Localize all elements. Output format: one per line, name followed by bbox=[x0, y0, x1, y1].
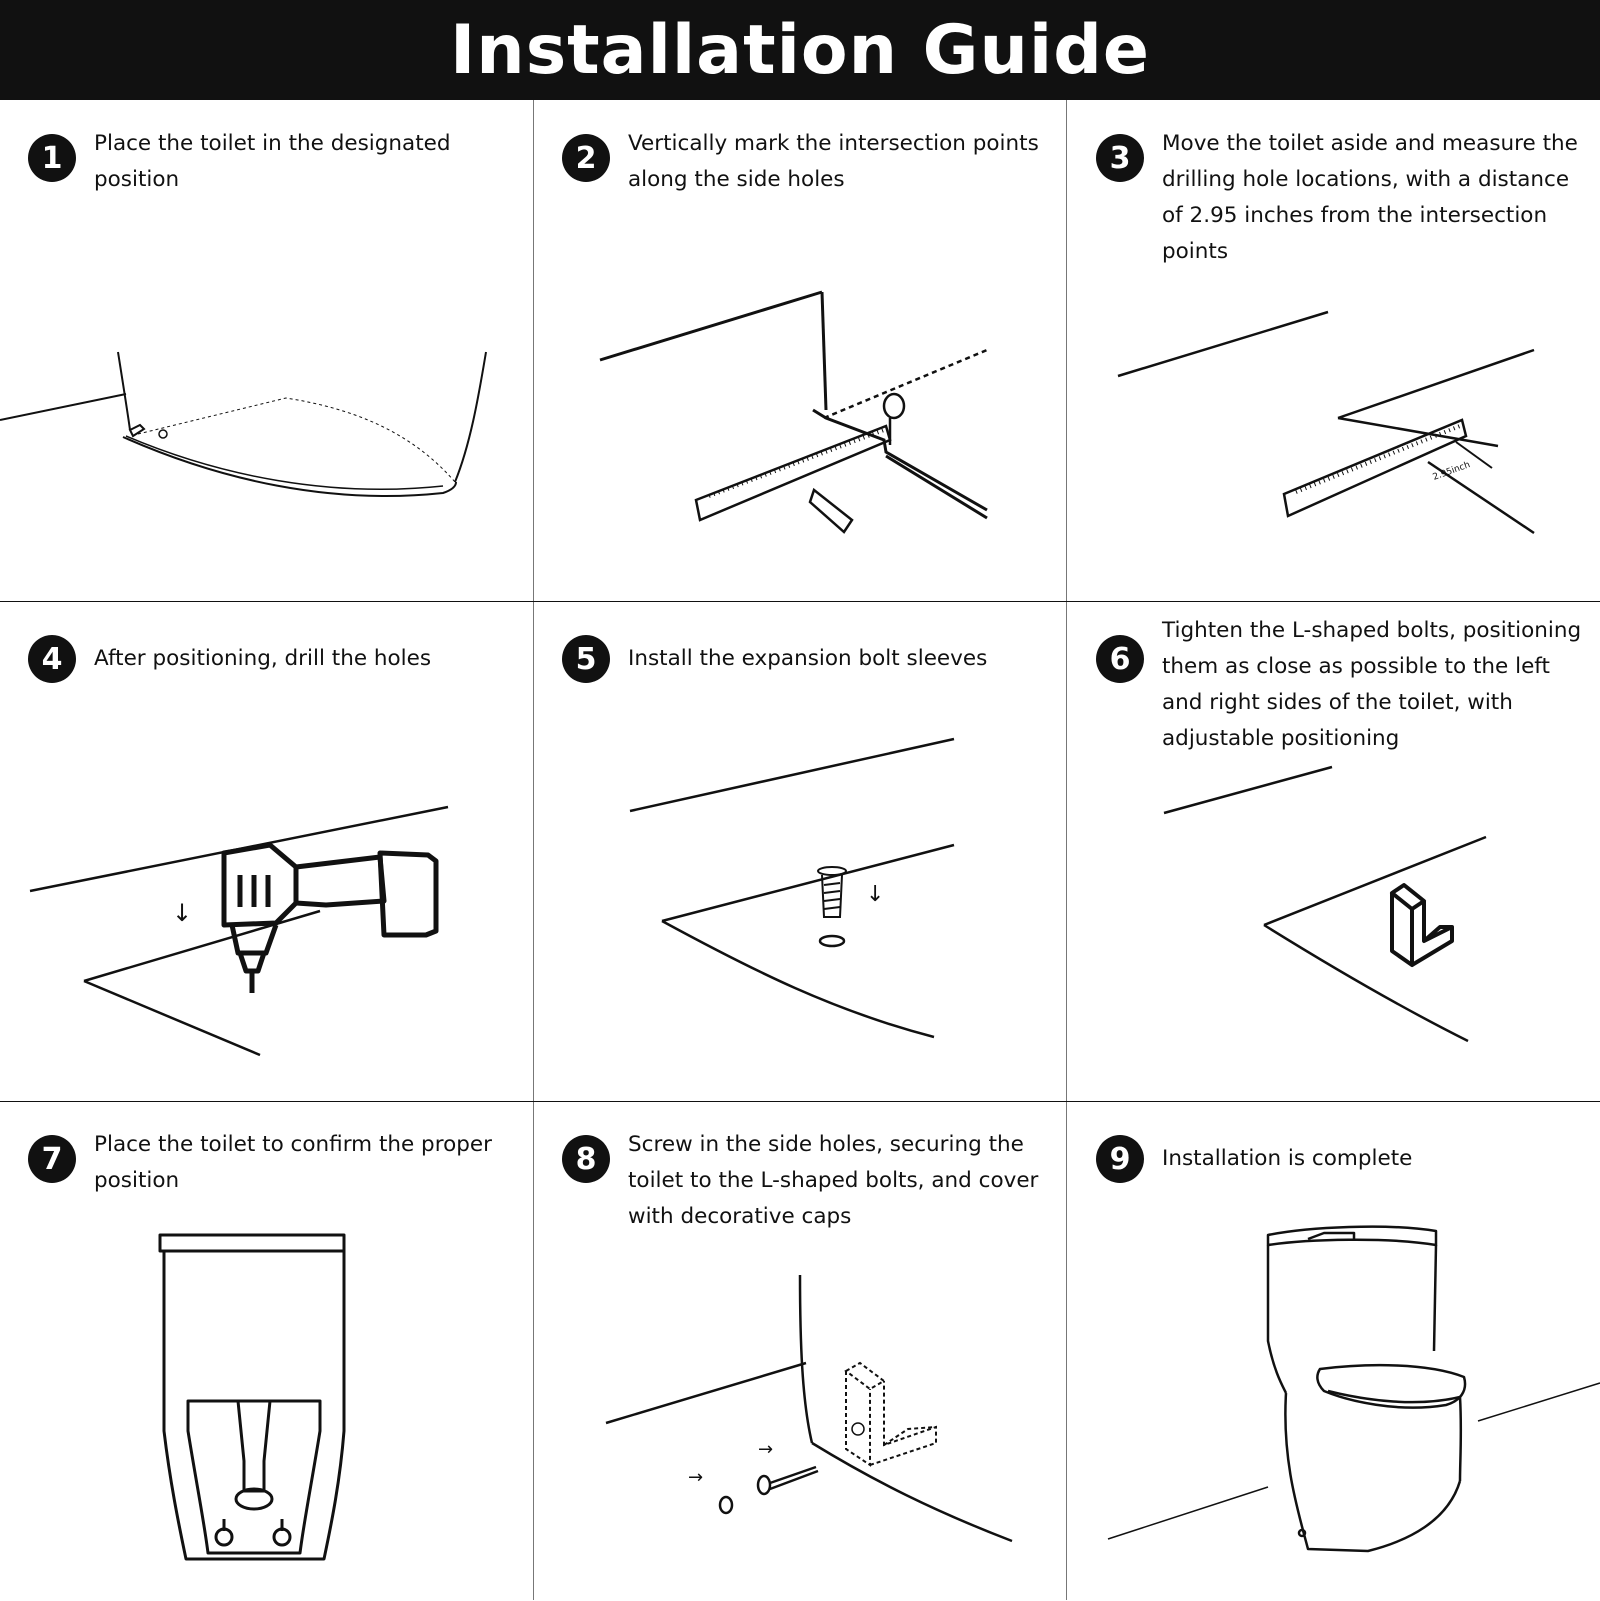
decorative-cap-icon bbox=[720, 1497, 732, 1513]
step-number-6: 6 bbox=[1096, 635, 1144, 683]
step-number-3: 3 bbox=[1096, 134, 1144, 182]
completed-toilet-illustration bbox=[1068, 1101, 1600, 1601]
step-5 bbox=[534, 601, 1066, 1101]
step-9-text: Installation is complete bbox=[1162, 1146, 1413, 1171]
step-1 bbox=[0, 100, 532, 600]
measure-label: 2.95inch bbox=[1431, 460, 1472, 483]
toilet-placement-illustration bbox=[0, 100, 532, 600]
step-6 bbox=[1068, 601, 1600, 1101]
screw-icon bbox=[758, 1467, 818, 1494]
step-4 bbox=[0, 601, 532, 1101]
arrow-icon: → bbox=[688, 1467, 704, 1488]
step-number-5: 5 bbox=[562, 635, 610, 683]
expansion-sleeve-icon bbox=[818, 867, 846, 946]
step-9 bbox=[1068, 1101, 1600, 1601]
step-3-text: Move the toilet aside and measure the drilling hole locations, with a distance of 2.95 inches from the intersection points bbox=[1162, 131, 1578, 264]
step-number-1: 1 bbox=[28, 134, 76, 182]
step-1-text: Place the toilet in the designated position bbox=[94, 131, 451, 192]
step-7-text: Place the toilet to confirm the proper position bbox=[94, 1132, 492, 1193]
step-4-text: After positioning, drill the holes bbox=[94, 646, 432, 671]
expansion-sleeve-illustration bbox=[534, 601, 1066, 1101]
step-5-text: Install the expansion bolt sleeves bbox=[628, 646, 988, 671]
grid-divider bbox=[1066, 100, 1067, 1600]
l-bracket-dashed-icon bbox=[846, 1363, 936, 1465]
l-bracket-icon bbox=[1392, 885, 1452, 965]
toilet-icon bbox=[1268, 1227, 1465, 1551]
step-6-text: Tighten the L-shaped bolts, positioning them as close as possible to the left and right sides of the toilet, with adjustable positioning bbox=[1162, 618, 1582, 751]
securing-illustration bbox=[534, 1101, 1066, 1601]
step-number-4: 4 bbox=[28, 635, 76, 683]
step-number-8: 8 bbox=[562, 1135, 610, 1183]
toilet-rear-view-illustration bbox=[0, 1101, 532, 1601]
steps-grid bbox=[0, 100, 1600, 1600]
l-bolt-illustration bbox=[1068, 601, 1600, 1101]
step-number-7: 7 bbox=[28, 1135, 76, 1183]
page-title: Installation Guide bbox=[449, 10, 1151, 90]
arrow-icon: → bbox=[758, 1439, 774, 1460]
step-number-2: 2 bbox=[562, 134, 610, 182]
header-banner bbox=[0, 0, 1600, 100]
step-2-text: Vertically mark the intersection points along the side holes bbox=[628, 131, 1039, 192]
down-arrow-icon: ↓ bbox=[172, 899, 193, 927]
step-3 bbox=[1068, 100, 1600, 600]
measuring-illustration bbox=[1068, 100, 1600, 600]
step-number-9: 9 bbox=[1096, 1135, 1144, 1183]
drilling-illustration bbox=[0, 601, 532, 1101]
marking-illustration bbox=[534, 100, 1066, 600]
drill-icon bbox=[224, 845, 436, 993]
step-8 bbox=[534, 1101, 1066, 1601]
step-7 bbox=[0, 1101, 532, 1601]
step-2 bbox=[534, 100, 1066, 600]
down-arrow-icon: ↓ bbox=[866, 882, 885, 907]
step-8-text: Screw in the side holes, securing the toilet to the L-shaped bolts, and cover with decorative caps bbox=[628, 1132, 1039, 1229]
